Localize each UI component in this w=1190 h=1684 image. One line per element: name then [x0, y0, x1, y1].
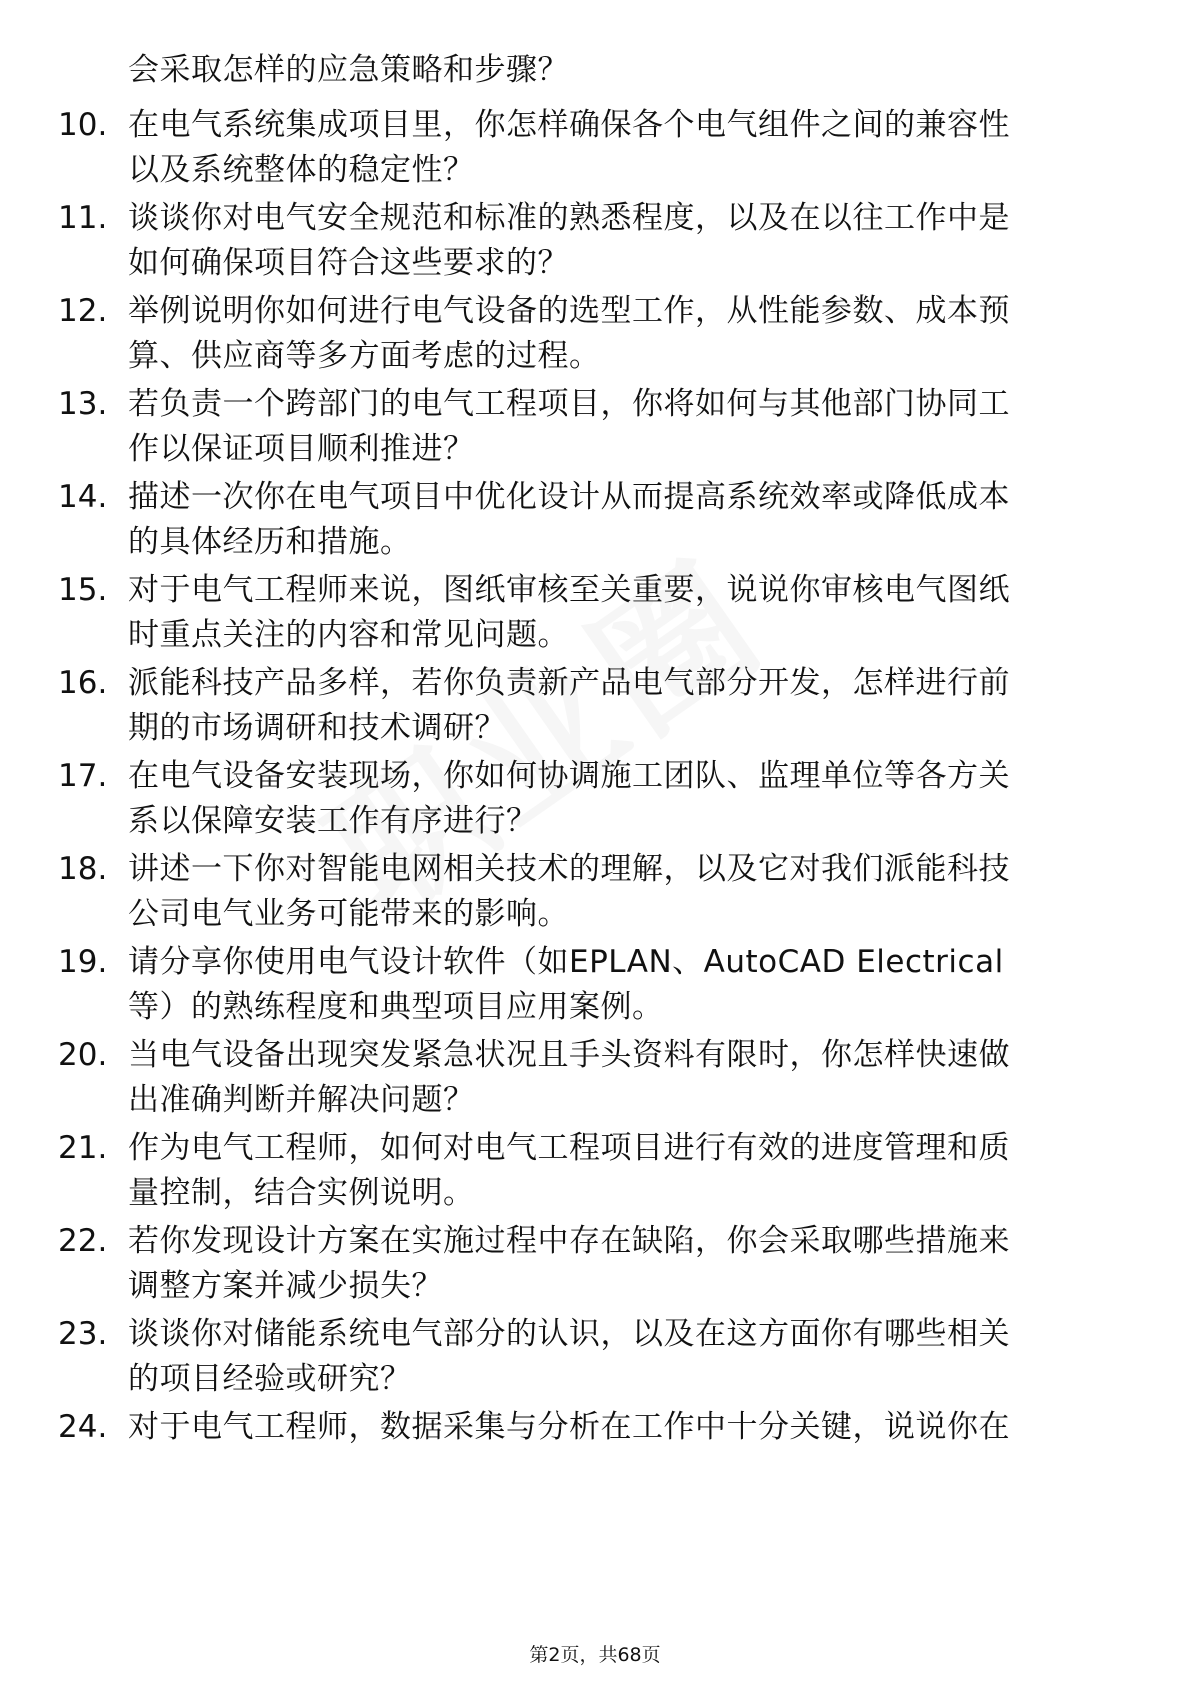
question-text	[128, 1219, 1133, 1309]
question-text	[128, 196, 1133, 286]
question-line: 在电气系统集成项目里，你怎样确保各个电气组件之间的兼容性	[128, 107, 1010, 143]
question-number: 18.	[58, 851, 108, 887]
question-line: 在电气设备安装现场，你如何协调施工团队、监理单位等各方关	[128, 758, 1010, 794]
question-line: 若负责一个跨部门的电气工程项目，你将如何与其他部门协同工	[128, 386, 1010, 422]
question-text	[128, 103, 1133, 193]
question-line: 派能科技产品多样，若你负责新产品电气部分开发，怎样进行前	[128, 665, 1010, 701]
question-text	[128, 940, 1133, 1030]
question-number: 13.	[58, 386, 108, 422]
question-text: 会采取怎样的应急策略和步骤？	[128, 52, 569, 88]
question-number: 17.	[58, 758, 108, 794]
question-line: 若你发现设计方案在实施过程中存在缺陷，你会采取哪些措施来	[128, 1223, 1010, 1259]
question-text	[128, 1126, 1133, 1216]
question-line: 量控制，结合实例说明。	[128, 1175, 475, 1211]
question-line: 描述一次你在电气项目中优化设计从而提高系统效率或降低成本	[128, 479, 1010, 515]
question-number: 19.	[58, 944, 108, 980]
question-number: 11.	[58, 200, 108, 236]
question-line: 公司电气业务可能带来的影响。	[128, 896, 569, 932]
question-line: 作以保证项目顺利推进？	[128, 431, 475, 467]
question-line: 等）的熟练程度和典型项目应用案例。	[128, 989, 664, 1025]
question-line: 系以保障安装工作有序进行？	[128, 803, 538, 839]
question-line: 谈谈你对储能系统电气部分的认识，以及在这方面你有哪些相关	[128, 1316, 1010, 1352]
question-line: 期的市场调研和技术调研？	[128, 710, 506, 746]
question-line: 讲述一下你对智能电网相关技术的理解，以及它对我们派能科技	[128, 851, 1010, 887]
question-number: 24.	[58, 1409, 108, 1445]
question-line: 以及系统整体的稳定性？	[128, 152, 475, 188]
question-line: 的具体经历和措施。	[128, 524, 412, 560]
question-number: 16.	[58, 665, 108, 701]
question-line: 谈谈你对电气安全规范和标准的熟悉程度，以及在以往工作中是	[128, 200, 1010, 236]
question-text	[128, 382, 1133, 472]
question-line: 出准确判断并解决问题？	[128, 1082, 475, 1118]
question-number: 15.	[58, 572, 108, 608]
question-line: 的项目经验或研究？	[128, 1361, 412, 1397]
question-number: 22.	[58, 1223, 108, 1259]
question-line: 对于电气工程师来说，图纸审核至关重要，说说你审核电气图纸	[128, 572, 1010, 608]
question-text	[128, 661, 1133, 751]
question-line: 算、供应商等多方面考虑的过程。	[128, 338, 601, 374]
question-text	[128, 754, 1133, 844]
question-number: 21.	[58, 1130, 108, 1166]
question-text	[128, 1405, 1133, 1450]
question-text	[128, 475, 1133, 565]
question-line: 举例说明你如何进行电气设备的选型工作，从性能参数、成本预	[128, 293, 1010, 329]
page-number-footer: 第2页，共68页	[529, 1644, 661, 1666]
question-line: 请分享你使用电气设计软件（如EPLAN、AutoCAD Electrical	[128, 944, 1004, 980]
question-number: 14.	[58, 479, 108, 515]
question-text	[128, 847, 1133, 937]
question-line: 当电气设备出现突发紧急状况且手头资料有限时，你怎样快速做	[128, 1037, 1010, 1073]
question-line: 作为电气工程师，如何对电气工程项目进行有效的进度管理和质	[128, 1130, 1010, 1166]
question-number: 12.	[58, 293, 108, 329]
question-line: 如何确保项目符合这些要求的？	[128, 245, 569, 281]
question-number: 10.	[58, 107, 108, 143]
question-number: 20.	[58, 1037, 108, 1073]
question-text	[128, 289, 1133, 379]
question-line: 调整方案并减少损失？	[128, 1268, 443, 1304]
question-line: 时重点关注的内容和常见问题。	[128, 617, 569, 653]
question-text	[128, 1312, 1133, 1402]
question-line: 对于电气工程师，数据采集与分析在工作中十分关键，说说你在	[128, 1409, 1010, 1445]
question-text	[128, 568, 1133, 658]
question-text	[128, 1033, 1133, 1123]
question-number: 23.	[58, 1316, 108, 1352]
